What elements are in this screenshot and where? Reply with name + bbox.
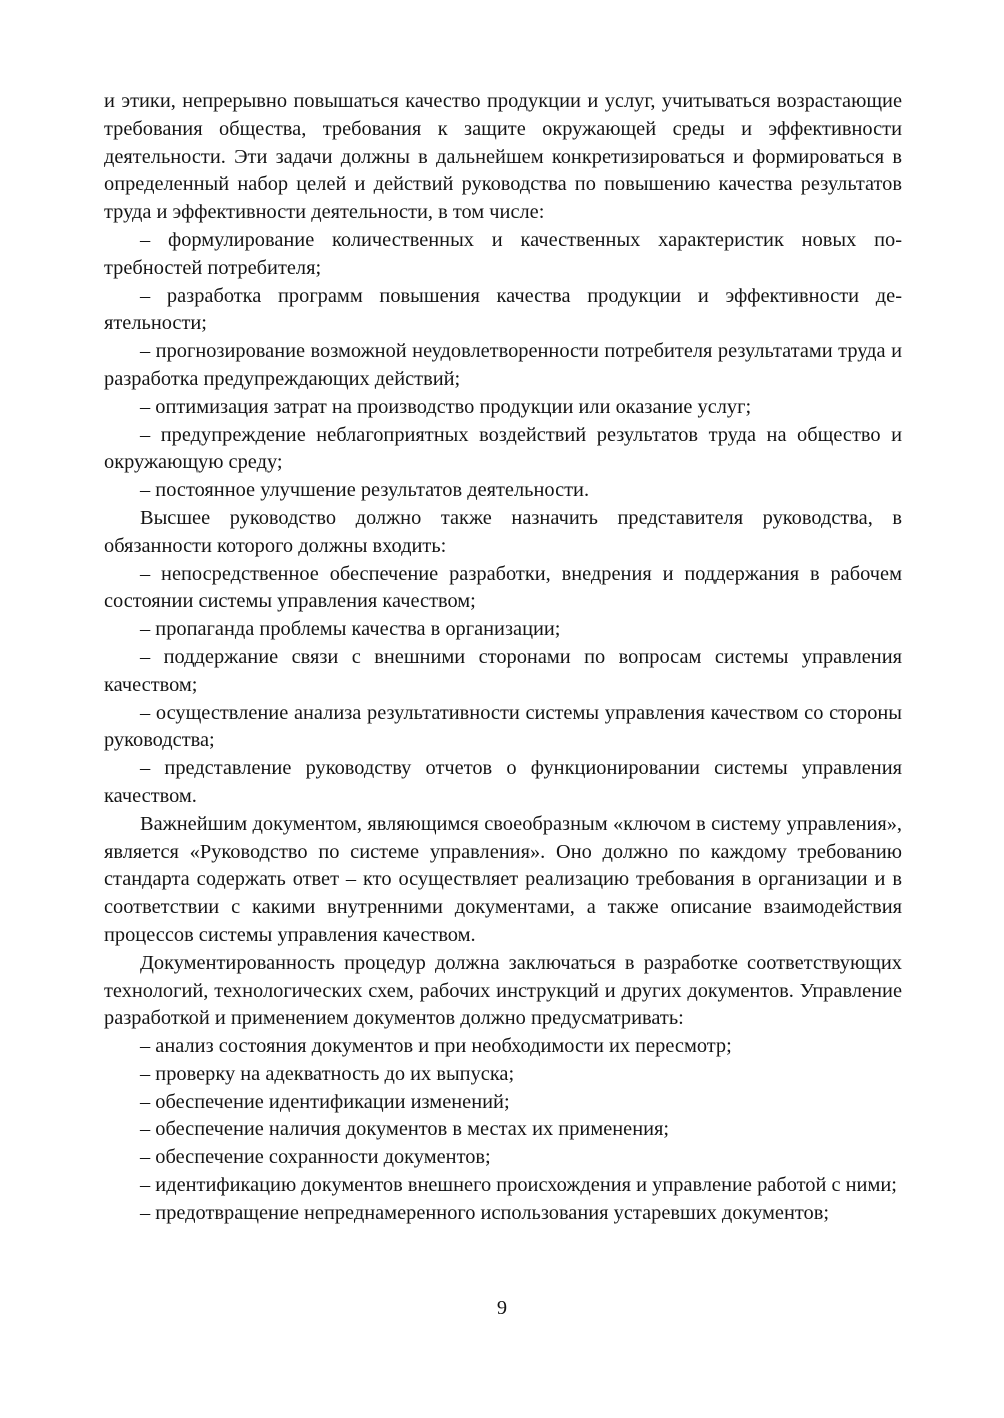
- list-item-forecasting: – прогнозирование возможной неудовлетворенности потребителя результатами труда и разработка предупреждающих действий;: [104, 340, 902, 390]
- list-item-qms-support: – непосредственное обеспечение разработки, внедрения и поддержания в рабочем состоянии системы управления качеством;: [104, 562, 902, 613]
- list-item-external-documents: – идентификацию документов внешнего происхождения и управление работой с ними;: [140, 1174, 897, 1197]
- list-item-availability: – обеспечение наличия документов в местах их применения;: [140, 1118, 670, 1141]
- paragraph-documented-procedures: Документированность процедур должна заключаться в разработке соответствующих технологий, технологических схем, рабочих инструкций и других документов. Управление разработкой и применением документов должно предусматривать:: [104, 951, 902, 1030]
- list-item-change-identification: – обеспечение идентификации изменений;: [140, 1090, 510, 1113]
- list-item-external-liaison: – поддержание связи с внешними сторонами по вопросам системы управления качеством;: [104, 645, 902, 696]
- list-item-reporting: – представление руководству отчетов о функционировании системы управления качеством.: [104, 757, 902, 807]
- paragraph-continuation: и этики, непрерывно повышаться качество продукции и услуг, учитываться возрастающие требования общества, требования к защите окружающей среды и эффективности деятельности. Эти задачи должны в дальнейшем конкретизироваться и формироваться в определенный набор целей и действий руководства по повышению качества результатов труда и эффективности деятельности, в том числе:: [104, 90, 902, 224]
- paragraph-quality-manual: Важнейшим документом, являющимся своеобразным «ключом в систему управления», является «Руководство по системе управления». Оно должно по каждому требованию стандарта содержать ответ – кто осуществляет реализацию требования в организации и в соответствии с какими внутренними документами, а также описание взаимодействия процессов системы управления качеством.: [104, 812, 902, 946]
- list-item-impact-prevention: – предупреждение неблагоприятных воздействий результатов труда на общество и окружающую среду;: [104, 423, 902, 474]
- list-item-program-development: – разработка программ повышения качества продукции и эффективности деятельности;: [104, 284, 902, 335]
- page-body: [104, 88, 902, 1228]
- list-item-adequacy-check: – проверку на адекватность до их выпуска;: [140, 1062, 515, 1085]
- list-item-cost-optimization: – оптимизация затрат на производство продукции или оказание услуг;: [140, 395, 752, 418]
- list-item-quality-propaganda: – пропаганда проблемы качества в организации;: [140, 618, 561, 641]
- list-item-document-review: – анализ состояния документов и при необходимости их пересмотр;: [140, 1035, 732, 1058]
- paragraph-management-representative: Высшее руководство должно также назначить представителя руководства, в обязанности которого должны входить:: [104, 506, 902, 557]
- list-item-obsolete-prevention: – предотвращение непреднамеренного использования устаревших документов;: [140, 1201, 830, 1224]
- list-item-preservation: – обеспечение сохранности документов;: [140, 1146, 491, 1169]
- page-number: 9: [496, 1297, 508, 1319]
- list-item-effectiveness-analysis: – осуществление анализа результативности системы управления качеством со стороны руководства;: [104, 701, 902, 752]
- list-item-formulation: – формулирование количественных и качественных характеристик новых потребностей потребителя;: [104, 228, 902, 279]
- list-item-continuous-improvement: – постоянное улучшение результатов деятельности.: [140, 479, 590, 502]
